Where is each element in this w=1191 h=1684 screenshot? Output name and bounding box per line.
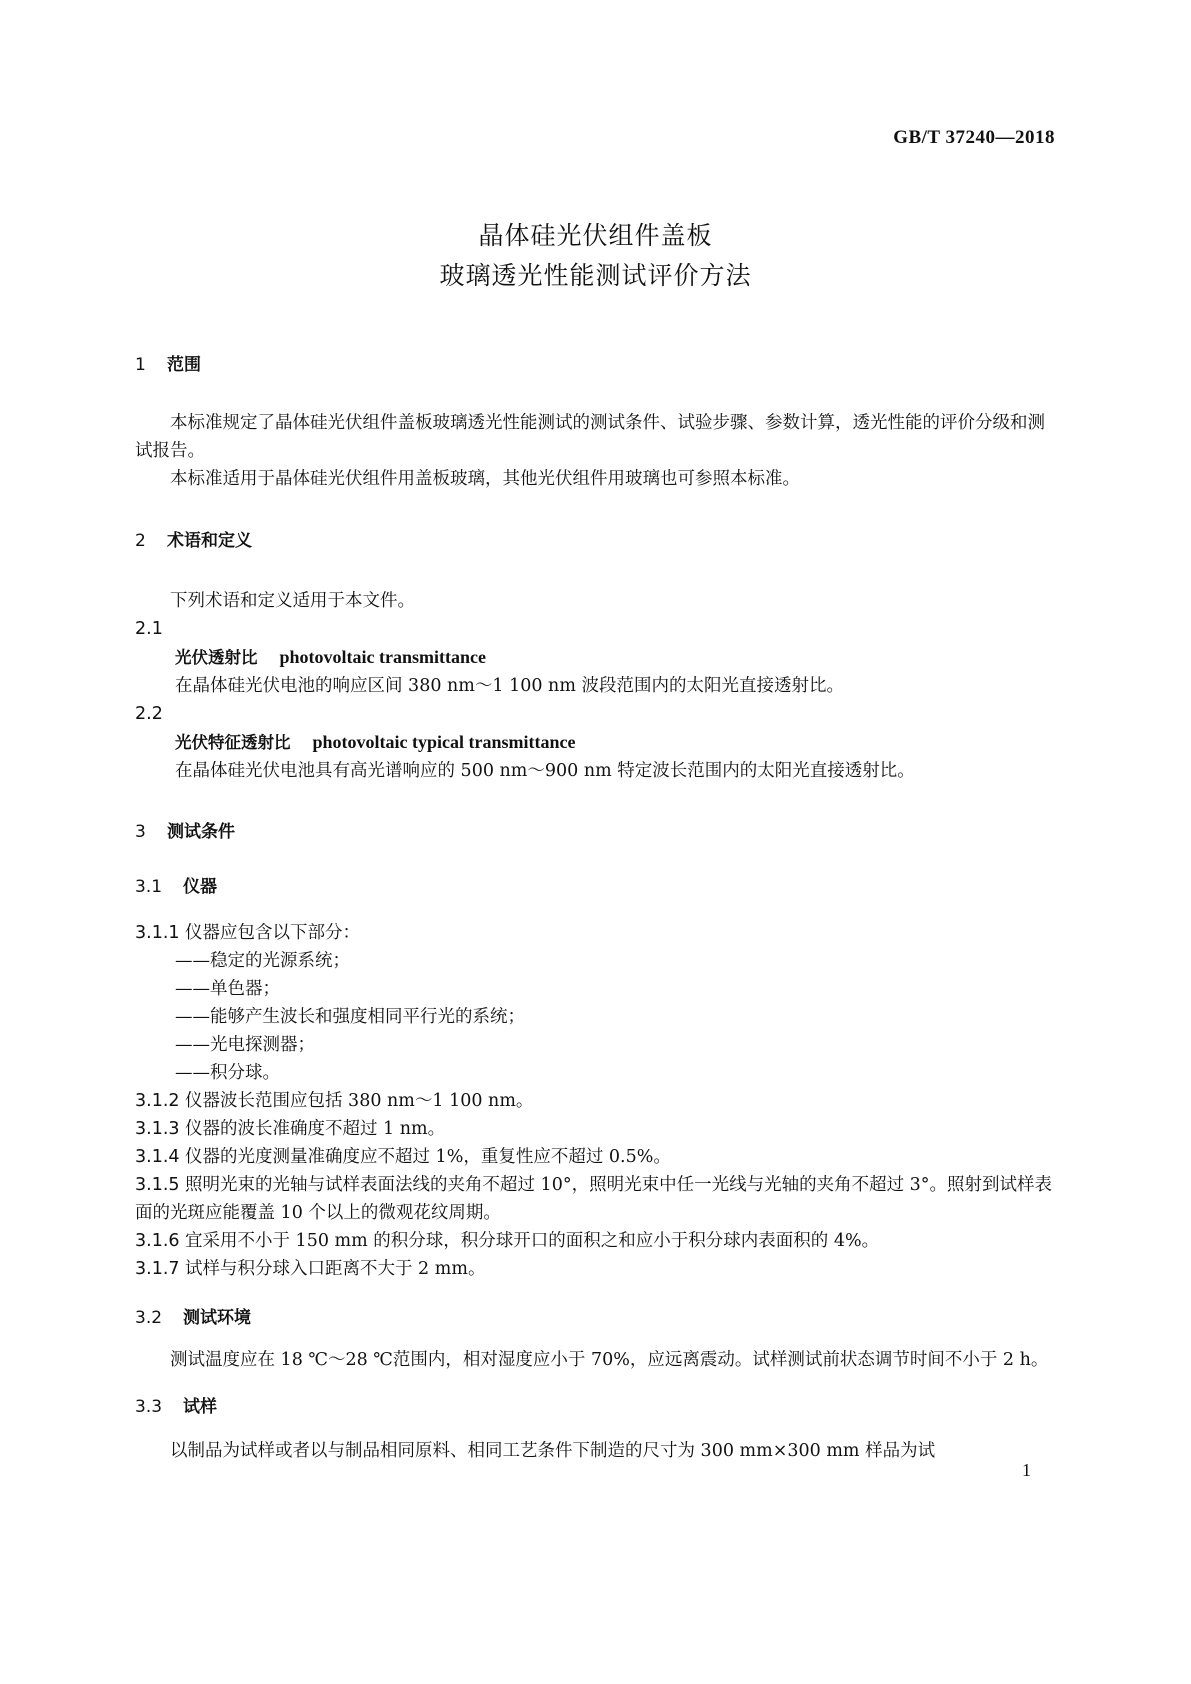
list-item: ——积分球。 [175, 1063, 280, 1083]
term-2-2-heading [135, 728, 1060, 757]
section-1-number: 1 [135, 355, 146, 375]
section-3-heading [135, 817, 1060, 842]
clause-3-1-5 [135, 1171, 1060, 1227]
section-3-1-heading [135, 872, 1060, 897]
clause-3-1-1 [135, 919, 1060, 947]
section-1-title: 范围 [167, 355, 201, 375]
section-3-1-title: 仪器 [183, 877, 217, 897]
title-line-1: 晶体硅光伏组件盖板 [478, 221, 713, 250]
clause-3-1-6-number: 3.1.6 [135, 1231, 180, 1251]
clause-3-1-7 [135, 1255, 1060, 1283]
document-body [135, 350, 1060, 1465]
section-3-1-number: 3.1 [135, 877, 163, 897]
clause-3-1-5-text: 照明光束的光轴与试样表面法线的夹角不超过 10°，照明光束中任一光线与光轴的夹角不超过 3°。照射到试样表面的光斑应能覆盖 10 个以上的微观花纹周期。 [135, 1175, 1053, 1223]
section-2-title: 术语和定义 [167, 531, 252, 551]
clause-3-1-1-text: 仪器应包含以下部分： [185, 923, 360, 943]
term-2-1-name: 光伏透射比 [175, 648, 258, 667]
section-3-3-number: 3.3 [135, 1397, 163, 1417]
clause-3-1-2-text: 仪器波长范围应包括 380 nm～1 100 nm。 [185, 1091, 534, 1111]
term-2-2-number: 2.2 [135, 704, 163, 724]
term-2-1-number: 2.1 [135, 619, 163, 639]
clause-3-1-4-number: 3.1.4 [135, 1147, 180, 1167]
section-3-2-number: 3.2 [135, 1308, 163, 1328]
clause-3-1-4-text: 仪器的光度测量准确度应不超过 1%，重复性应不超过 0.5%。 [185, 1147, 671, 1167]
list-item: ——能够产生波长和强度相同平行光的系统； [175, 1007, 525, 1027]
clause-3-1-1-number: 3.1.1 [135, 923, 180, 943]
clause-3-1-7-text: 试样与积分球入口距离不大于 2 mm。 [185, 1259, 486, 1279]
section-1-heading [135, 350, 1060, 375]
section-3-2-heading [135, 1303, 1060, 1328]
document-title [0, 216, 1191, 296]
section-3-number: 3 [135, 822, 146, 842]
clause-3-1-7-number: 3.1.7 [135, 1259, 180, 1279]
clause-3-1-2 [135, 1087, 1060, 1115]
clause-3-1-3-number: 3.1.3 [135, 1119, 180, 1139]
section-1-paragraph-2: 本标准适用于晶体硅光伏组件用盖板玻璃，其他光伏组件用玻璃也可参照本标准。 [170, 469, 800, 489]
section-3-3-paragraph: 以制品为试样或者以与制品相同原料、相同工艺条件下制造的尺寸为 300 mm×300 mm 样品为试 [170, 1441, 936, 1461]
title-line-2: 玻璃透光性能测试评价方法 [439, 261, 752, 290]
section-3-2-title: 测试环境 [183, 1308, 251, 1328]
clause-3-1-5-number: 3.1.5 [135, 1175, 180, 1195]
section-2-number: 2 [135, 531, 146, 551]
clause-3-1-3 [135, 1115, 1060, 1143]
standard-code: GB/T 37240—2018 [893, 127, 1055, 148]
section-3-3-heading [135, 1392, 1060, 1417]
term-2-1-english: photovoltaic transmittance [279, 647, 486, 667]
section-2-intro: 下列术语和定义适用于本文件。 [170, 591, 415, 611]
list-item: ——稳定的光源系统； [175, 951, 350, 971]
clause-3-1-2-number: 3.1.2 [135, 1091, 180, 1111]
section-3-3-title: 试样 [183, 1397, 217, 1417]
clause-3-1-3-text: 仪器的波长准确度不超过 1 nm。 [185, 1119, 446, 1139]
term-2-1-definition: 在晶体硅光伏电池的响应区间 380 nm～1 100 nm 波段范围内的太阳光直接透射比。 [175, 676, 844, 696]
list-item: ——光电探测器； [175, 1035, 315, 1055]
clause-3-1-6 [135, 1227, 1060, 1255]
clause-3-1-6-text: 宜采用不小于 150 mm 的积分球，积分球开口的面积之和应小于积分球内表面积的 4%。 [185, 1231, 880, 1251]
term-2-1-heading [135, 643, 1060, 672]
section-3-2-paragraph: 测试温度应在 18 ℃～28 ℃范围内，相对湿度应小于 70%，应远离震动。试样测试前状态调节时间不小于 2 h。 [170, 1350, 1049, 1370]
term-2-2-name: 光伏特征透射比 [175, 733, 291, 752]
term-2-2-english: photovoltaic typical transmittance [312, 732, 576, 752]
page-number: 1 [1022, 1460, 1031, 1480]
term-2-2-definition: 在晶体硅光伏电池具有高光谱响应的 500 nm～900 nm 特定波长范围内的太阳光直接透射比。 [175, 761, 915, 781]
clause-3-1-4 [135, 1143, 1060, 1171]
list-item: ——单色器； [175, 979, 280, 999]
section-1-paragraph-1: 本标准规定了晶体硅光伏组件盖板玻璃透光性能测试的测试条件、试验步骤、参数计算，透光性能的评价分级和测试报告。 [135, 413, 1045, 461]
section-3-title: 测试条件 [167, 822, 235, 842]
section-2-heading [135, 526, 1060, 551]
